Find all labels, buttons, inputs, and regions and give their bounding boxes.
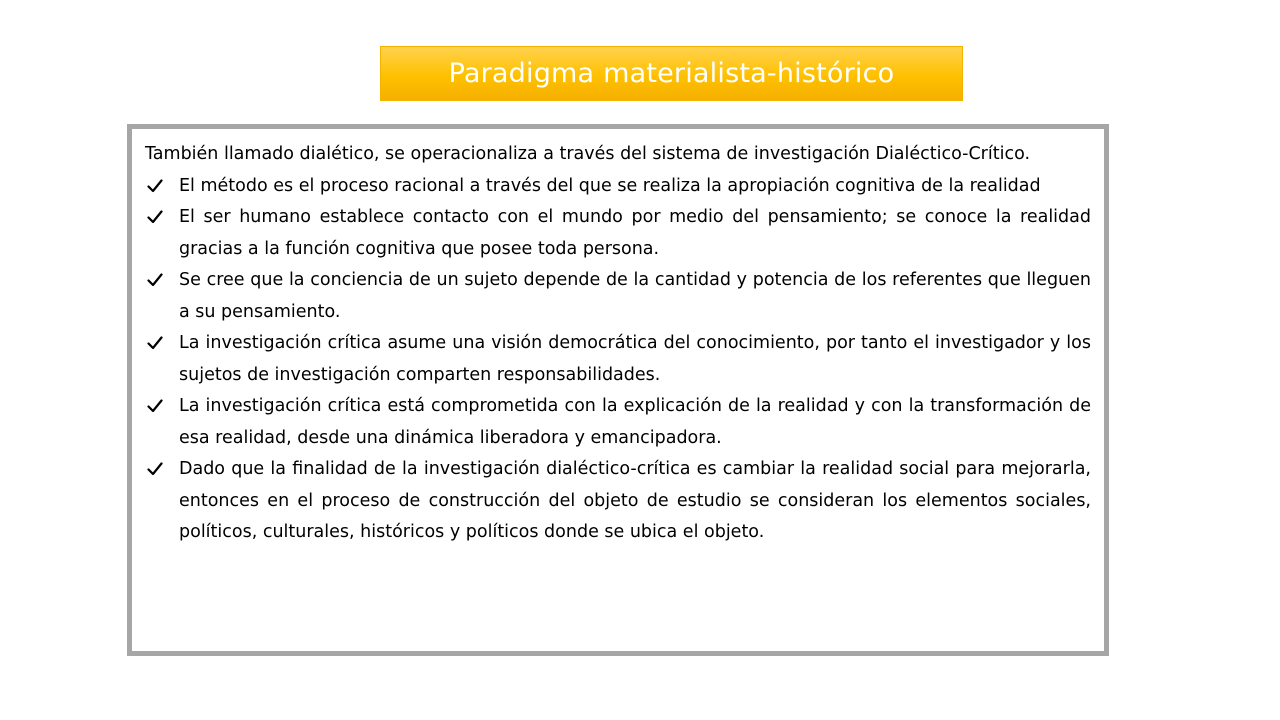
check-icon: [147, 209, 163, 225]
intro-paragraph: También llamado dialético, se operacionaliza a través del sistema de investigación Dialéctico-Crítico.: [145, 144, 1031, 164]
bullet-text: El ser humano establece contacto con el mundo por medio del pensamiento; se conoce la realidad gracias a la función cognitiva que posee toda persona.: [179, 207, 1091, 259]
bullet-text: La investigación crítica está comprometida con la explicación de la realidad y con la transformación de esa realidad, desde una dinámica liberadora y emancipadora.: [179, 396, 1091, 448]
slide-title: Paradigma materialista-histórico: [448, 58, 895, 89]
content-box: [127, 124, 1109, 656]
check-icon: [147, 178, 163, 194]
bullet-item: [145, 202, 1091, 265]
bullet-item: [145, 328, 1091, 391]
bullet-text: La investigación crítica asume una visión democrática del conocimiento, por tanto el investigador y los sujetos de investigación comparten responsabilidades.: [179, 333, 1091, 385]
bullet-text: El método es el proceso racional a través del que se realiza la apropiación cognitiva de la realidad: [179, 175, 1041, 196]
bullet-text: Se cree que la conciencia de un sujeto depende de la cantidad y potencia de los referentes que lleguen a su pensamiento.: [179, 270, 1091, 322]
title-banner: [380, 46, 963, 101]
bullet-item: [145, 265, 1091, 328]
check-icon: [147, 335, 163, 351]
bullet-list: [145, 171, 1091, 549]
bullet-item: [145, 454, 1091, 549]
bullet-text: Dado que la finalidad de la investigación dialéctico-crítica es cambiar la realidad social para mejorarla, entonces en el proceso de construcción del objeto de estudio se consideran los elementos sociales, políticos, culturales, históricos y políticos donde se ubica el objeto.: [179, 459, 1091, 542]
check-icon: [147, 398, 163, 414]
bullet-item: [145, 171, 1091, 203]
bullet-item: [145, 391, 1091, 454]
check-icon: [147, 461, 163, 477]
check-icon: [147, 272, 163, 288]
